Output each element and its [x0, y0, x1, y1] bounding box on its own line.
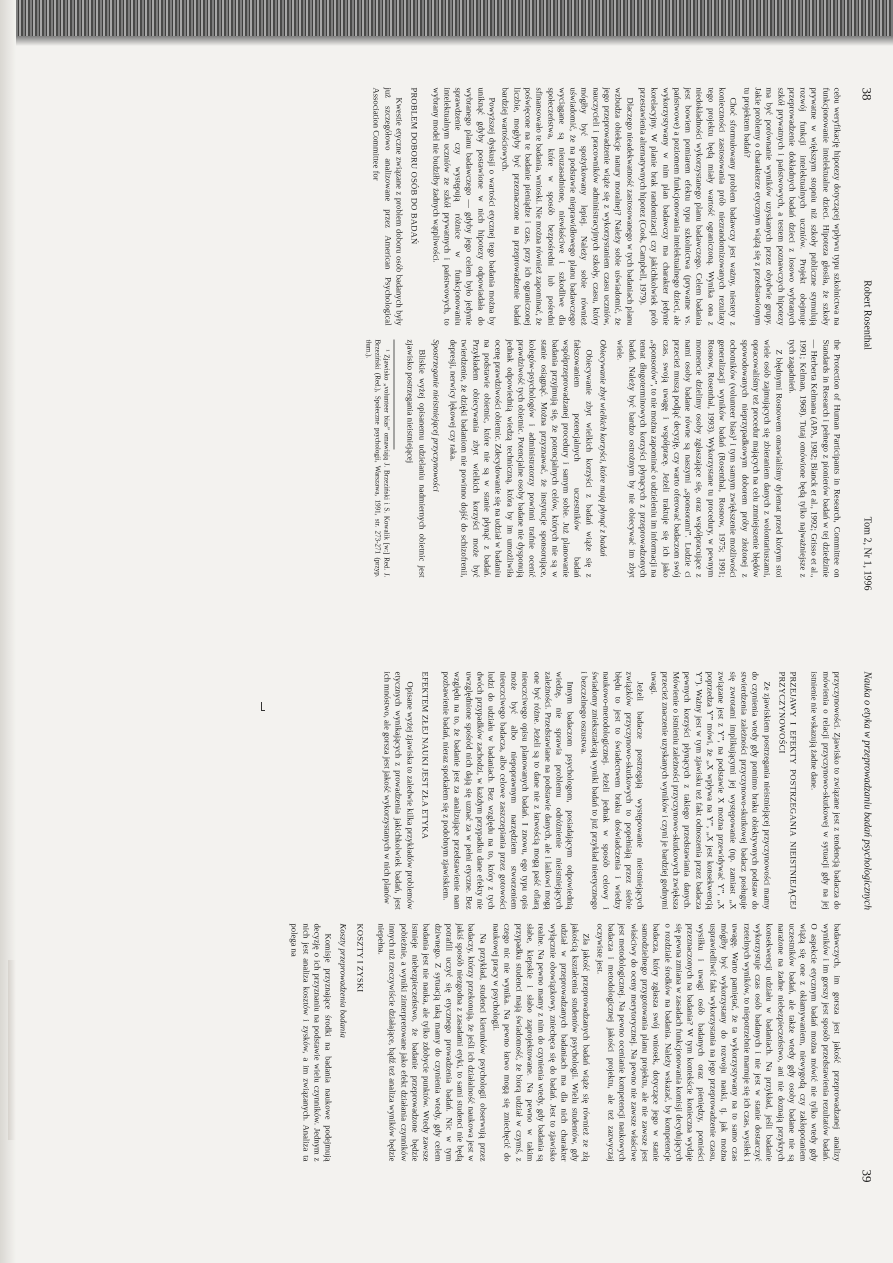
paragraph: the Protection of Human Participants in Research, Committee on Standards in Research i pełnego z pionierów badań w tej dziedzinie — Herberta Kelmana (APA, 1982; Blanck et al., 1992; Grisso et al., 1991; Kelman, 1968). Tutaj omówione będą tylko najważniejsze z tych zagadnień.	[787, 339, 843, 578]
page-number: 39	[859, 1169, 875, 1183]
subsection-heading: Koszty przeprowadzenia badania	[338, 923, 349, 1038]
left-page-header	[853, 0, 873, 631]
paragraph: Opisane wyżej zjawiska to zaledwie kilka przykładów problemów etycznych wynikających z prowadzenia jakichkolwiek badań, jest ich mnóstwo, ale gorsza jest jakość wykorzystanych w nich planów	[382, 671, 416, 910]
paragraph: Zła jakość przeprowadzanych badań wiąże się również ze złą jakością kształcenia studentów psychologii. Wielu studentów, gdy udział w przeprowadzanych badaniach ma dla nich charakter wyłącznie obowiązkowy, zniechęca się do badań. Jest to zjawisko realne. Na pewno mamy z nim do czynienia wtedy, gdy badania są słabe, kiepskie i słabo zaprojektowane. Na pewno w takim przypadku studenci mają świadomość, że biorą udział w czymś, z czego nic nie wynika. Na pewno łatwo mogą się zniechęcić do naukowej pracy w psychologii.	[491, 923, 592, 1162]
left-page-column-2	[43, 340, 843, 578]
paragraph: Ze zjawiskiem postrzegania nieistniejącej przyczynowości mamy do czynienia wtedy gdy pomimo braku obiektywnych podstaw do stwierdzenia zależności przyczynowo-skutkowej badacz posługuje się zwrotami implikującymi jej występowanie (np. zamiast „X związane jest z Y”, na podstawie X można przewidywać Y”, „X poprzedza Y” mówi, że „X wpływa na Y”, „X jest konsekwencją Y”). Ważny jest w tym zjawisku też fakt odnoszenia przez badacza pewnych korzyści płynących z takiego przedstawiania danych. Mówienie o istnieniu zależności przyczynowo-skutkowych zwiększa przecież znaczenie uzyskanych wyników i czyni je bardziej godnymi uwagi.	[649, 671, 773, 910]
paragraph: Kwestie etyczne związane z problem doboru osób badanych były już szczegółowo analizowane przez American Psychological Association Committee for	[371, 87, 405, 326]
running-head-issue: Tom 2, Nr 1, 1996	[861, 516, 873, 591]
right-page-header	[853, 632, 873, 1263]
right-page-column-1	[43, 672, 843, 910]
paragraph: Bliskie wyżej opisanemu udzielaniu nadmiernych obietnic jest zjawisko postrzegania nieistniejącej	[405, 339, 428, 578]
section-heading: PRZEJAWY I EFEKTY POSTRZEGANIA NIEISTNIEJĄCEJ PRZYCZYNOWOŚCI	[777, 671, 799, 910]
paragraph: Jeżeli badacze postrzegają występowanie nieistniejących związków przyczynowo-skutkowych to popełniają przez siebie błędu to jest to świadectwem braku doświadczenia i wiedzy naukowo-metodologicznej. Jeżeli jednak w sposób celowy i świadomy zniekształcają wyniki badań to już przykład nieetycznego i bezczelnego oszustwa.	[579, 671, 646, 910]
section-heading: PROBLEM DOBORU OSÓB DO BADAŃ	[409, 87, 420, 245]
running-head-title: Nauka o etyka w przeprowadzaniu badań psychologicznych	[861, 671, 873, 910]
paragraph: Choć sformułowany problem badawczy jest ważny, niestety z konieczności zastosowania prób niezrandomizowanych rezultaty tego projektu będą miały wartość ograniczoną. Wynika ona z niedokładności wykorzystanego planu badawczego. Celem badania jest bowiem pomiarem efektu typu szkolnictwa (prywatne vs. państwowe) a poziomem funkcjonowania intelektualnego dzieci, ale wykorzystywany w nim plan badawczy ma charakter jedynie korelacyjny. W planie brak randomizacji czy jakichkolwiek prób przestawienia alternatywnych hipotez (Cook, Campbell, 1979).	[638, 87, 739, 326]
right-page-column-2	[43, 924, 843, 1162]
pencil-mark	[261, 710, 265, 711]
footnote: ¹ Zjawisko „volunteer bias” omawiają J. Brzeziński i S. Kowalik [w:] Red. J. Brzeziński (Red.), Społeczne psychologii, Warszawa, 1991, str. 273-271 (przyp. tłum.).	[364, 339, 391, 578]
section-heading: EFEKTEM ZŁEJ NAUKI JEST ZŁA ETYKA	[420, 671, 431, 840]
paragraph: Obiecywanie zbyt wielkich korzyści z badań wiąże się z fałszowaniem potencjalnych uczestników badań współprzeprowadzanej procedury i samym sobie. Już planowanie badania przyjmują się, że potencjalnych celów, których nie są w stanie osiągnąć. Można przyznawać, że instytucje sponsorujące, kolegów-psychologów i administratorzy powinni trafnie ocenić prawdziwość tych obietnic. Potencjalne osoby badane nie dysponują jednak odpowiednią wiedzą techniczną, która by im umożliwiła ocenę prawdziwości obietnic. Zdecydowanie się na udział w badaniu na podstawie obietnic, które nie są w stanie płynąć z badań. Przykładem obiecywania zbyt wielkich korzyści może być twierdzenie, że dzięki badaniom nie powinno dojść do schizofrenii, depresji, nerwicy lękowej czy raka.	[448, 339, 595, 578]
running-head-author: Robert Rosenthal	[861, 280, 873, 350]
paragraph: Innym badaczom psychologom, posiadającym odpowiednią wiedzę, nie sprawia problemu odróżnienie nieistniejących zależności. Przedstawiane na podstawie danych, ale i laikowi mogą one być różne. Jeżeli są to dane nie z łatwością mogą paść ofiarą nieuczciwego opisu planowanych badań. I znowu, ego typu opis może być albo niepoprawnym narzędziem stworzeniem nieuczciwego badacza, albo celowe zaszczepiania przez gotowości ludzi do udziału w badaniach. Bez względu na to, który z tych dwóch przypadków zachodzi, w każdym przypadku dane efekty nie uwzględnione spośród nich dają się uznać za w pełni etyczne. Bez względu na to, że badanie jest za analizujące przedstawienie nam pozbawienie badań, nieraz spotkałem się z podobnym zjawiskiem.	[441, 671, 576, 910]
paragraph: Powyższej dyskusji o wartości etycznej tego badania można by uniknąć gdyby postawione w nich hipotezy odpowiadała do wybranego planu badawczego — gdyby jego celem było jedynie sprawdzenie czy występują różnice w funkcjonowaniu intelektualnym uczniów ze szkół prywatnych i państwowych, to wybrany model nie budziłby żadnych wątpliwości.	[431, 87, 498, 326]
paragraph: badawczych, im gorsza jest jakość przeprowadzanej analizy wyników i im gorszy jest sposób przedstawienia rezultatów badań. O aspekcie etycznym badań można mówić nie tylko wtedy gdy wiążą się one z okłamywaniem, niewygodą czy zakłopotaniem uczestników badań, ale także wtedy gdy osoby badane nie są narażone na żadne niebezpieczeństwo, ani nie doznają przykrych konsekwencji udziału w badaniach. Na przykład, jeśli badanie wykorzystuje czas osób badanych i nie jest w stanie dostarczyć rzetelnych wyników, to niepotrzebnie marnuje się ich czas, wysiłek i uwagę. Warto pamiętać, że ta wykorzystywany na to samo czas mógłby być wykorzystany do rozwoju nauki, tj. jak można usprawiedliwić fakt wykorzystania na jego przeprowadzenie czasu, wysiłku i uwagi osób badanych oraz pieniędzy, pomieści przeznaczonych na badania? W tym kontekście konieczna wydaje się pewna zmiana w zasadach funkcjonowania komisji decydujących o rozdziale środków na badania. Należy wskazać, by kompetencje badacza, który zgłasza swój wniosek, dotyczące jego w stanie samodzielnego przygotowania planu projektu, ale nie zawsze jest właściwy do oceny merytorycznej. Na pewno nie zawsze właściwe jest metodologicznej. Na pewno ocenianie kompetencji naukowych badacza i metodologicznej jakości projektu, ale też zazwyczaj oczywiste jest.	[595, 923, 843, 1162]
paragraph: Na przykład, studenci kierunków psychologii obserwują przez badaczy, którzy przekonują, że jeśli ich działalność naukowa jest w jakiś sposób niezgodna z zasadami etyki, to sami studenci nie będą potrafili uczyć się etycznego prowadzenia badań. Nic w tym dziwnego. Z sytuacją taką mamy do czynienia wtedy, gdy celem badania jest nie nauka, ale tylko zdobycie punktów. Wtedy zawsze istnieje niebezpieczeństwo, że badanie przeprowadzone będzie pobieżnie, a wyniki zinterpretowane jako efekt działania czynników innych niż rzeczywiście działające, bądź też analiza wyników będzie niepełna.	[376, 923, 489, 1162]
page-number: 38	[859, 87, 875, 101]
paragraph: cebu weryfikację hipotezy dotyczącej wpływu typu szkolnictwa na funkcjonowanie intelektualne dzieci. Hipoteza głosiła, że szkoły prywatne w większym stopniu niż szkoły publiczne stymulują rozwój funkcji intelektualnych uczniów. Projekt obejmuje przeprowadzenie dokładnych badań dzieci z losowo wybranych szkół prywatnych i państwowych, a testem poznawczych hipotezy ma być porównanie wyników uzyskanych przez obydwie grupy. Jakie problemy o charakterze etycznym wiążą się z przedstawionym tu projektem badań?	[742, 87, 843, 326]
right-page	[0, 632, 893, 1263]
paragraph: Dlaczego nieadekwatność zastosowanego w tych badaniach planu wzbudza obiekcje natury moralnej? Należy sobie uświadomić, że jego przeprowadzenie wiąże się z wykorzystaniem czasu uczniów, nauczycieli i pracowników administracyjnych szkoły, czasu, który mógłby być spożytkowany lepiej. Należy sobie również uświadomić, że na podstawie nieprawidłowego planu badawczego wyciągane są nieuzasadnione, niewłaściwe i szkodliwe dla społeczeństwa, które w sposób bezpośredni lub pośredni sfinansowało te badania, wnioski. Nie można również zapominać, że poświęcone na te badanie pieniądze i czas, przy ich ograniczonej liczbie, mogłyby być przeznaczone na przeprowadzenie badań bardziej wartościowych.	[500, 87, 636, 326]
left-page-column-1	[43, 88, 843, 326]
left-page	[0, 0, 893, 631]
section-heading: KOSZTY I ZYSKI	[355, 923, 366, 993]
subsection-heading: Spostrzeganie nieistniejącej przyczynowości	[431, 339, 442, 492]
footnote-rule	[391, 340, 395, 450]
subsection-heading: Obiecywanie zbyt wielkich korzyści, które mają płynąć z badań	[598, 339, 609, 557]
paragraph: przyczynowości. Zjawisko to związane jest z tendencją badacza do mówienia o relacji przyczynowo-skutkowej w sytuacji gdy na jej istnienie nie wskazują żadne dane.	[809, 671, 843, 910]
paragraph: Z błędnymi Rosnowem omawialiśmy dylemat przed którym stoi wiele osób zajmujących się zbieraniem danych z wolontariuszami, opracowaliśmy też procedur mających na celu zmniejszenie błędów spowodowanych nieprzypadkowym doborem próby złożonej z ochotników (volunteer bias)¹ i tym samym zwiększenie możliwości generalizacji wyników badań (Rosenthal, Rosnow, 1975; 1991; Rosnow, Rosenthal, 1993). Wykorzystane tu procedury, w pewnym momencie dzielimy osoby zgłaszające się, oraz współpracujące z nami osoby badane równe są naszymi „sponsorami”. Ludzie ci przecież muszą podjąć decyzję, czy warto oferować badaczom swój czas, swoją uwagę i współpracę. Jeżeli traktuje się ich jako „sponsorów”, to nie można zapominać o udzieleniu im informacji na temat długoterminowych korzyści płynących z przeprowadzonych badań. Należy być bardzo ostrożnym by nie obiecywać im zbyt wiele.	[615, 339, 785, 578]
paragraph: Komisje przyznające środki na badania naukowe podejmują decyzję o ich przyznaniu na podstawie wielu czynników. Jednym z nich jest analiza kosztów i zysków, a im związanych. Analiza ta polega na	[289, 923, 334, 1162]
